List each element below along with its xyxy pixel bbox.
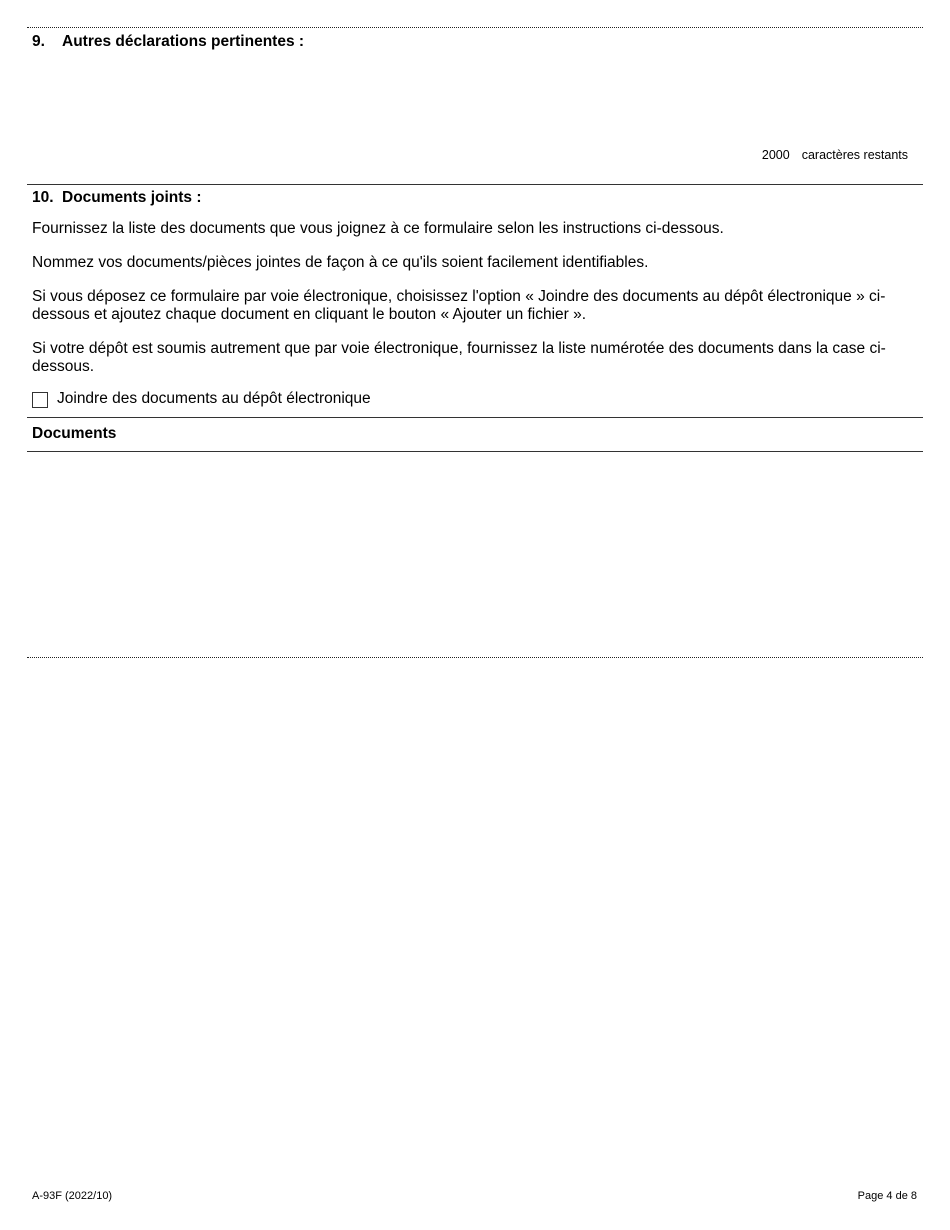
section-9-heading <box>32 33 304 51</box>
attach-electronic-checkbox[interactable] <box>32 392 48 408</box>
documents-bottom-divider <box>27 657 923 658</box>
section-10-number: 10. <box>32 189 54 206</box>
page-number: Page 4 de 8 <box>857 1190 917 1202</box>
instruction-paragraph-3: Si vous déposez ce formulaire par voie électronique, choisissez l'option « Joindre des documents au dépôt électronique » ci-dessous et ajoutez chaque document en cliquant le bouton « Ajouter un fichier ». <box>32 288 886 323</box>
instruction-paragraph-1: Fournissez la liste des documents que vous joignez à ce formulaire selon les instructions ci-dessous. <box>32 220 724 237</box>
documents-heading: Documents <box>32 425 117 442</box>
chars-remaining-label: caractères restants <box>801 148 908 162</box>
section-9-number: 9. <box>32 33 45 50</box>
documents-top-divider <box>27 417 923 418</box>
chars-remaining-count: 2000 <box>761 148 790 162</box>
section-10-title: Documents joints : <box>62 189 202 206</box>
section-9-title: Autres déclarations pertinentes : <box>62 33 305 50</box>
documents-list-textarea[interactable] <box>32 456 917 652</box>
section-9-divider <box>27 184 923 185</box>
other-declarations-textarea[interactable] <box>32 56 912 140</box>
section-10-heading <box>32 189 202 207</box>
chars-remaining <box>762 148 908 162</box>
attach-electronic-label[interactable]: Joindre des documents au dépôt électronique <box>57 390 371 407</box>
instruction-paragraph-2: Nommez vos documents/pièces jointes de façon à ce qu'ils soient facilement identifiables. <box>32 254 649 271</box>
instruction-paragraph-4: Si votre dépôt est soumis autrement que par voie électronique, fournissez la liste numérotée des documents dans la case ci-dessous. <box>32 340 886 375</box>
documents-header-divider <box>27 451 923 452</box>
top-divider <box>27 27 923 28</box>
form-id: A-93F (2022/10) <box>32 1190 113 1202</box>
